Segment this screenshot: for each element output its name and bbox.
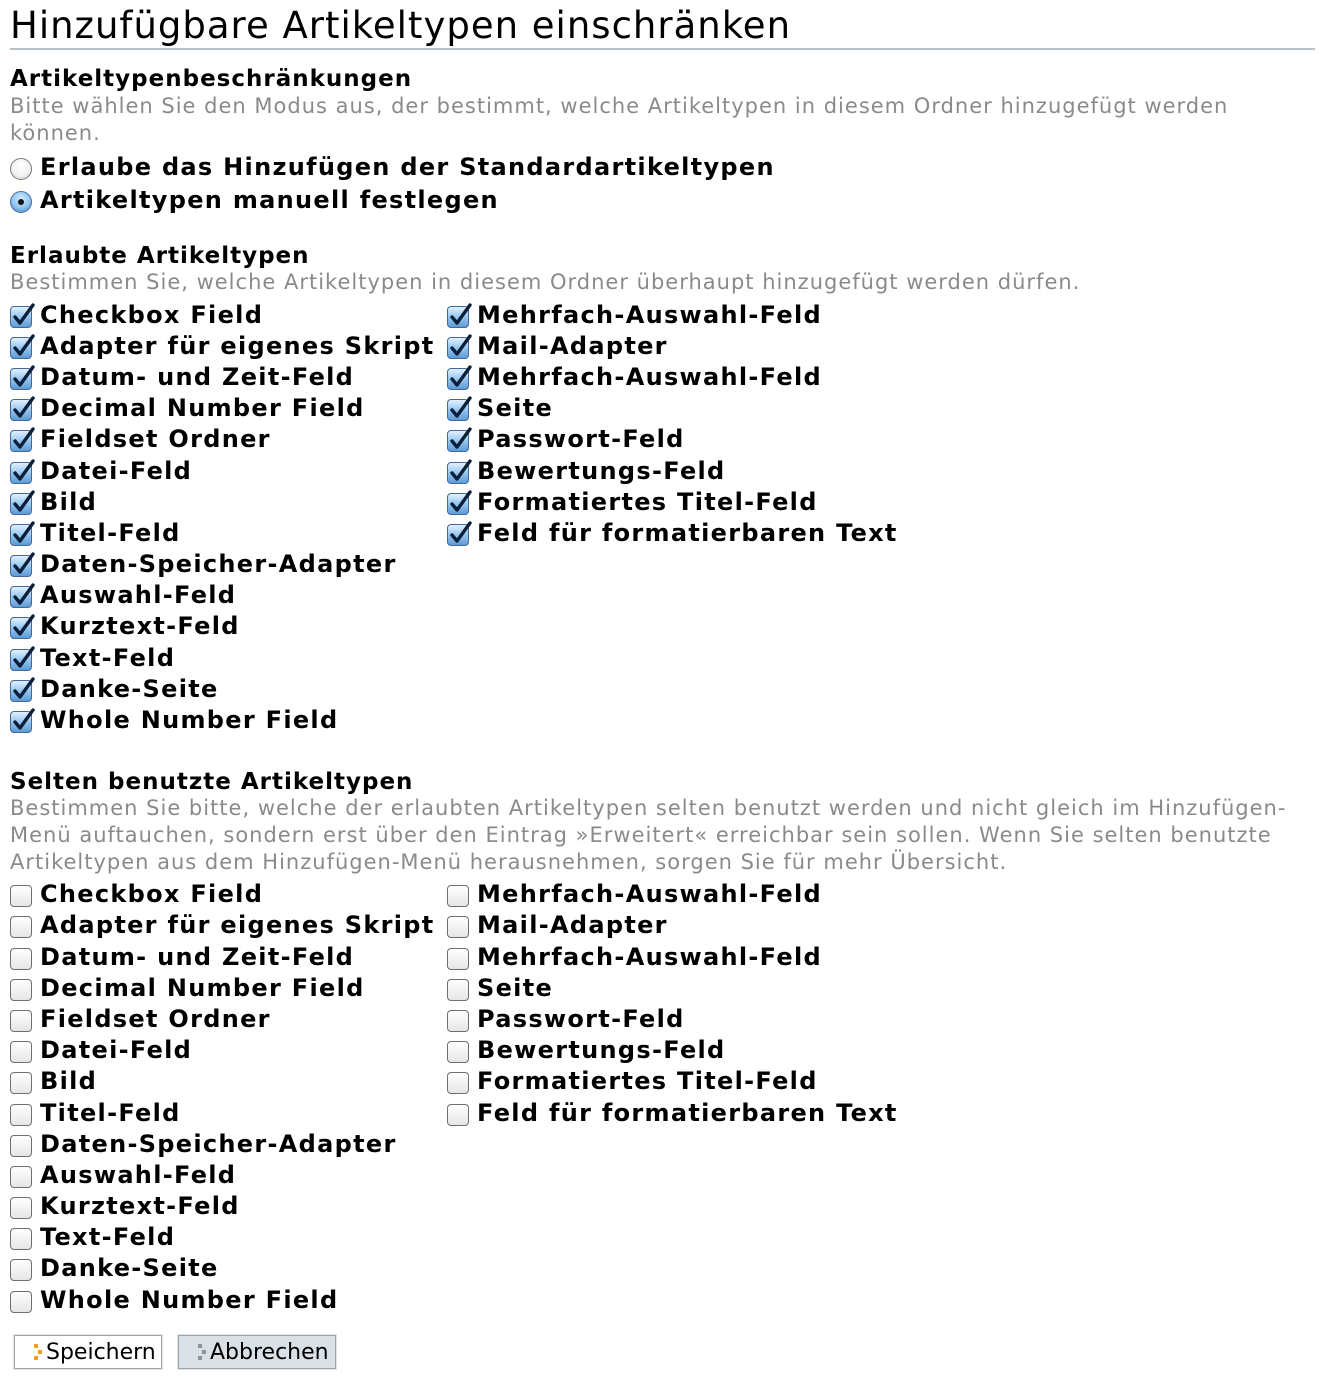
- checkbox-row-whole-number-field[interactable]: [10, 1284, 447, 1315]
- checkbox-datum-und-zeit-feld[interactable]: [10, 368, 32, 390]
- checkbox-bild[interactable]: [10, 493, 32, 515]
- checkmark-icon: [11, 581, 35, 609]
- checkbox-label: Checkbox Field: [40, 300, 264, 329]
- checkbox-row-decimal-number-field[interactable]: [10, 393, 447, 424]
- checkbox-label: Fieldset Ordner: [40, 1004, 271, 1033]
- checkmark-icon: [448, 457, 472, 485]
- checkbox-whole-number-field[interactable]: [10, 711, 32, 733]
- checkmark-icon: [448, 332, 472, 360]
- checkbox-row-mail-adapter[interactable]: [447, 910, 1047, 941]
- checkmark-icon: [11, 457, 35, 485]
- checkmark-icon: [448, 363, 472, 391]
- checkbox-row-mehrfach-auswahl-feld[interactable]: [447, 879, 1047, 910]
- checkbox-label: Formatiertes Titel-Feld: [477, 1067, 818, 1096]
- checkbox-row-formatiertes-titel-feld[interactable]: [447, 486, 1047, 517]
- checkbox-row-auswahl-feld[interactable]: [10, 580, 447, 611]
- checkmark-icon: [448, 488, 472, 516]
- checkmark-icon: [11, 644, 35, 672]
- checkmark-icon: [11, 612, 35, 640]
- restrict-types-form: [10, 0, 1315, 1315]
- radio-manual-types[interactable]: [10, 191, 32, 213]
- checkbox-label: Whole Number Field: [40, 706, 339, 735]
- checkbox-label: Mail-Adapter: [477, 331, 668, 360]
- checkbox-label: Auswahl-Feld: [40, 581, 237, 610]
- checkbox-label: Kurztext-Feld: [40, 612, 240, 641]
- allowed-title: Erlaubte Artikeltypen: [10, 243, 310, 269]
- checkbox-label: Bild: [40, 1067, 98, 1096]
- checkbox-row-bild[interactable]: [10, 1066, 447, 1097]
- rare-section: [10, 767, 1315, 1316]
- checkbox-label: Mail-Adapter: [477, 911, 668, 940]
- allowed-column-2: [447, 299, 1047, 736]
- checkbox-row-auswahl-feld[interactable]: [10, 1159, 447, 1190]
- radio-option-default[interactable]: [10, 150, 1315, 183]
- checkbox-mehrfach-auswahl-feld[interactable]: [447, 368, 469, 390]
- checkbox-checkbox-field[interactable]: [10, 885, 32, 907]
- save-label: Speichern: [46, 1339, 156, 1365]
- rare-grid: [10, 879, 1315, 1316]
- restrictions-help: Bitte wählen Sie den Modus aus, der bestimmt, welche Artikeltypen in diesem Ordner hinzugefügt werden können.: [10, 94, 1229, 145]
- checkbox-adapter-fuer-eigenes-skript[interactable]: [10, 916, 32, 938]
- checkbox-label: Daten-Speicher-Adapter: [40, 1129, 397, 1158]
- checkbox-mehrfach-auswahl-feld[interactable]: [447, 306, 469, 328]
- checkbox-label: Text-Feld: [40, 643, 176, 672]
- checkbox-row-feld-fuer-formatierbaren-text[interactable]: [447, 517, 1047, 548]
- checkbox-bild[interactable]: [10, 1072, 32, 1094]
- checkbox-mail-adapter[interactable]: [447, 916, 469, 938]
- rare-title: Selten benutzte Artikeltypen: [10, 768, 414, 795]
- checkbox-label: Bewertungs-Feld: [477, 456, 726, 485]
- checkmark-icon: [11, 332, 35, 360]
- checkbox-fieldset-ordner[interactable]: [10, 430, 32, 452]
- page-title: Hinzufügbare Artikeltypen einschränken: [10, 0, 1315, 50]
- checkbox-row-adapter-fuer-eigenes-skript[interactable]: [10, 330, 447, 361]
- checkbox-row-datum-und-zeit-feld[interactable]: [10, 941, 447, 972]
- checkbox-label: Seite: [477, 394, 554, 423]
- checkbox-label: Fieldset Ordner: [40, 425, 271, 454]
- checkbox-label: Auswahl-Feld: [40, 1160, 237, 1189]
- save-icon: [34, 1344, 40, 1362]
- checkbox-decimal-number-field[interactable]: [10, 979, 32, 1001]
- checkbox-label: Bewertungs-Feld: [477, 1036, 726, 1065]
- checkbox-kurztext-feld[interactable]: [10, 617, 32, 639]
- checkbox-row-kurztext-feld[interactable]: [10, 611, 447, 642]
- checkbox-label: Passwort-Feld: [477, 425, 685, 454]
- checkbox-mehrfach-auswahl-feld[interactable]: [447, 948, 469, 970]
- checkbox-label: Kurztext-Feld: [40, 1192, 240, 1221]
- checkbox-row-text-feld[interactable]: [10, 642, 447, 673]
- checkbox-row-daten-speicher-adapter[interactable]: [10, 1128, 447, 1159]
- checkbox-titel-feld[interactable]: [10, 524, 32, 546]
- checkbox-label: Daten-Speicher-Adapter: [40, 550, 397, 579]
- checkbox-label: Feld für formatierbaren Text: [477, 518, 898, 547]
- checkbox-row-kurztext-feld[interactable]: [10, 1191, 447, 1222]
- checkmark-icon: [11, 363, 35, 391]
- checkbox-danke-seite[interactable]: [10, 680, 32, 702]
- checkbox-row-mehrfach-auswahl-feld[interactable]: [447, 299, 1047, 330]
- checkbox-formatiertes-titel-feld[interactable]: [447, 1072, 469, 1094]
- checkbox-row-datei-feld[interactable]: [10, 1035, 447, 1066]
- checkbox-auswahl-feld[interactable]: [10, 586, 32, 608]
- checkbox-label: Titel-Feld: [40, 518, 181, 547]
- cancel-button[interactable]: [178, 1335, 336, 1369]
- checkbox-row-danke-seite[interactable]: [10, 673, 447, 704]
- checkbox-label: Checkbox Field: [40, 880, 264, 909]
- checkbox-label: Feld für formatierbaren Text: [477, 1098, 898, 1127]
- checkbox-passwort-feld[interactable]: [447, 1010, 469, 1032]
- checkbox-danke-seite[interactable]: [10, 1259, 32, 1281]
- checkbox-feld-fuer-formatierbaren-text[interactable]: [447, 1104, 469, 1126]
- checkbox-row-datei-feld[interactable]: [10, 455, 447, 486]
- checkbox-row-bild[interactable]: [10, 486, 447, 517]
- checkbox-label: Datei-Feld: [40, 1036, 193, 1065]
- form-buttons: [14, 1335, 336, 1369]
- checkbox-datei-feld[interactable]: [10, 462, 32, 484]
- checkbox-label: Text-Feld: [40, 1223, 176, 1252]
- cancel-icon: [198, 1344, 204, 1362]
- checkbox-label: Danke-Seite: [40, 1254, 219, 1283]
- rare-column-1: [10, 879, 447, 1316]
- checkbox-whole-number-field[interactable]: [10, 1291, 32, 1313]
- checkbox-checkbox-field[interactable]: [10, 306, 32, 328]
- checkbox-bewertungs-feld[interactable]: [447, 1041, 469, 1063]
- checkbox-label: Adapter für eigenes Skript: [40, 911, 435, 940]
- checkbox-row-danke-seite[interactable]: [10, 1253, 447, 1284]
- radio-label: Artikeltypen manuell festlegen: [40, 185, 499, 214]
- checkbox-row-datum-und-zeit-feld[interactable]: [10, 361, 447, 392]
- checkbox-label: Seite: [477, 973, 554, 1002]
- checkbox-row-adapter-fuer-eigenes-skript[interactable]: [10, 910, 447, 941]
- checkbox-row-passwort-feld[interactable]: [447, 1003, 1047, 1034]
- checkmark-icon: [11, 675, 35, 703]
- checkbox-row-checkbox-field[interactable]: [10, 299, 447, 330]
- checkbox-row-whole-number-field[interactable]: [10, 704, 447, 735]
- checkmark-icon: [448, 301, 472, 329]
- checkbox-label: Danke-Seite: [40, 674, 219, 703]
- checkbox-label: Datei-Feld: [40, 456, 193, 485]
- checkbox-row-daten-speicher-adapter[interactable]: [10, 549, 447, 580]
- checkbox-bewertungs-feld[interactable]: [447, 462, 469, 484]
- checkbox-kurztext-feld[interactable]: [10, 1197, 32, 1219]
- checkmark-icon: [11, 425, 35, 453]
- checkbox-label: Mehrfach-Auswahl-Feld: [477, 362, 822, 391]
- save-button[interactable]: [14, 1335, 162, 1369]
- checkbox-label: Bild: [40, 487, 98, 516]
- checkbox-row-seite[interactable]: [447, 393, 1047, 424]
- rare-help-line: Bestimmen Sie bitte, welche der erlaubten Artikeltypen selten benutzt werden und nicht gleich im Hinzufügen-: [10, 795, 1287, 820]
- rare-help-line: Menü auftauchen, sondern erst über den Eintrag »Erweitert« erreichbar sein sollen. Wenn Sie selten benutzte: [10, 822, 1272, 847]
- checkbox-label: Titel-Feld: [40, 1098, 181, 1127]
- checkbox-label: Datum- und Zeit-Feld: [40, 362, 355, 391]
- checkbox-row-fieldset-ordner[interactable]: [10, 1003, 447, 1034]
- checkbox-row-passwort-feld[interactable]: [447, 424, 1047, 455]
- checkmark-icon: [448, 425, 472, 453]
- checkbox-text-feld[interactable]: [10, 649, 32, 671]
- checkbox-label: Adapter für eigenes Skript: [40, 331, 435, 360]
- checkbox-fieldset-ordner[interactable]: [10, 1010, 32, 1032]
- checkmark-icon: [448, 394, 472, 422]
- checkbox-row-seite[interactable]: [447, 972, 1047, 1003]
- checkbox-label: Decimal Number Field: [40, 973, 365, 1002]
- allowed-grid: [10, 299, 1315, 736]
- checkbox-row-titel-feld[interactable]: [10, 1097, 447, 1128]
- checkbox-passwort-feld[interactable]: [447, 430, 469, 452]
- allowed-section: [10, 241, 1315, 736]
- checkbox-row-mehrfach-auswahl-feld[interactable]: [447, 941, 1047, 972]
- checkmark-icon: [11, 394, 35, 422]
- checkbox-label: Decimal Number Field: [40, 394, 365, 423]
- checkbox-mehrfach-auswahl-feld[interactable]: [447, 885, 469, 907]
- cancel-label: Abbrechen: [210, 1339, 329, 1365]
- rare-column-2: [447, 879, 1047, 1316]
- checkbox-text-feld[interactable]: [10, 1228, 32, 1250]
- checkmark-icon: [11, 488, 35, 516]
- checkbox-row-bewertungs-feld[interactable]: [447, 455, 1047, 486]
- allowed-help: Bestimmen Sie, welche Artikeltypen in diesem Ordner überhaupt hinzugefügt werden dürfen.: [10, 270, 1081, 294]
- restrictions-section: [10, 64, 1315, 216]
- checkbox-titel-feld[interactable]: [10, 1104, 32, 1126]
- checkbox-seite[interactable]: [447, 399, 469, 421]
- checkbox-label: Mehrfach-Auswahl-Feld: [477, 942, 822, 971]
- checkbox-datum-und-zeit-feld[interactable]: [10, 948, 32, 970]
- checkbox-row-formatiertes-titel-feld[interactable]: [447, 1066, 1047, 1097]
- checkbox-row-mail-adapter[interactable]: [447, 330, 1047, 361]
- checkbox-datei-feld[interactable]: [10, 1041, 32, 1063]
- checkbox-row-titel-feld[interactable]: [10, 517, 447, 548]
- checkbox-mail-adapter[interactable]: [447, 337, 469, 359]
- checkbox-decimal-number-field[interactable]: [10, 399, 32, 421]
- checkbox-label: Whole Number Field: [40, 1285, 339, 1314]
- checkbox-label: Mehrfach-Auswahl-Feld: [477, 300, 822, 329]
- checkbox-row-decimal-number-field[interactable]: [10, 972, 447, 1003]
- checkbox-row-bewertungs-feld[interactable]: [447, 1035, 1047, 1066]
- checkmark-icon: [11, 706, 35, 734]
- checkbox-daten-speicher-adapter[interactable]: [10, 555, 32, 577]
- checkbox-label: Formatiertes Titel-Feld: [477, 487, 818, 516]
- rare-help: [10, 795, 1315, 876]
- checkbox-seite[interactable]: [447, 979, 469, 1001]
- checkbox-label: Datum- und Zeit-Feld: [40, 942, 355, 971]
- restrictions-title: Artikeltypenbeschränkungen: [10, 66, 413, 92]
- radio-option-manual[interactable]: [10, 183, 1315, 216]
- checkbox-adapter-fuer-eigenes-skript[interactable]: [10, 337, 32, 359]
- checkmark-icon: [11, 301, 35, 329]
- allowed-column-1: [10, 299, 447, 736]
- checkbox-daten-speicher-adapter[interactable]: [10, 1135, 32, 1157]
- checkbox-auswahl-feld[interactable]: [10, 1166, 32, 1188]
- checkbox-row-feld-fuer-formatierbaren-text[interactable]: [447, 1097, 1047, 1128]
- checkbox-row-mehrfach-auswahl-feld[interactable]: [447, 361, 1047, 392]
- checkmark-icon: [11, 519, 35, 547]
- checkbox-feld-fuer-formatierbaren-text[interactable]: [447, 524, 469, 546]
- checkbox-row-checkbox-field[interactable]: [10, 879, 447, 910]
- checkbox-formatiertes-titel-feld[interactable]: [447, 493, 469, 515]
- checkmark-icon: [11, 550, 35, 578]
- rare-help-line: Artikeltypen aus dem Hinzufügen-Menü herausnehmen, sorgen Sie für mehr Übersicht.: [10, 849, 1008, 874]
- checkbox-label: Passwort-Feld: [477, 1004, 685, 1033]
- radio-label: Erlaube das Hinzufügen der Standardartikeltypen: [40, 152, 775, 181]
- checkmark-icon: [448, 519, 472, 547]
- checkbox-label: Mehrfach-Auswahl-Feld: [477, 880, 822, 909]
- radio-default-types[interactable]: [10, 158, 32, 180]
- checkbox-row-text-feld[interactable]: [10, 1222, 447, 1253]
- checkbox-row-fieldset-ordner[interactable]: [10, 424, 447, 455]
